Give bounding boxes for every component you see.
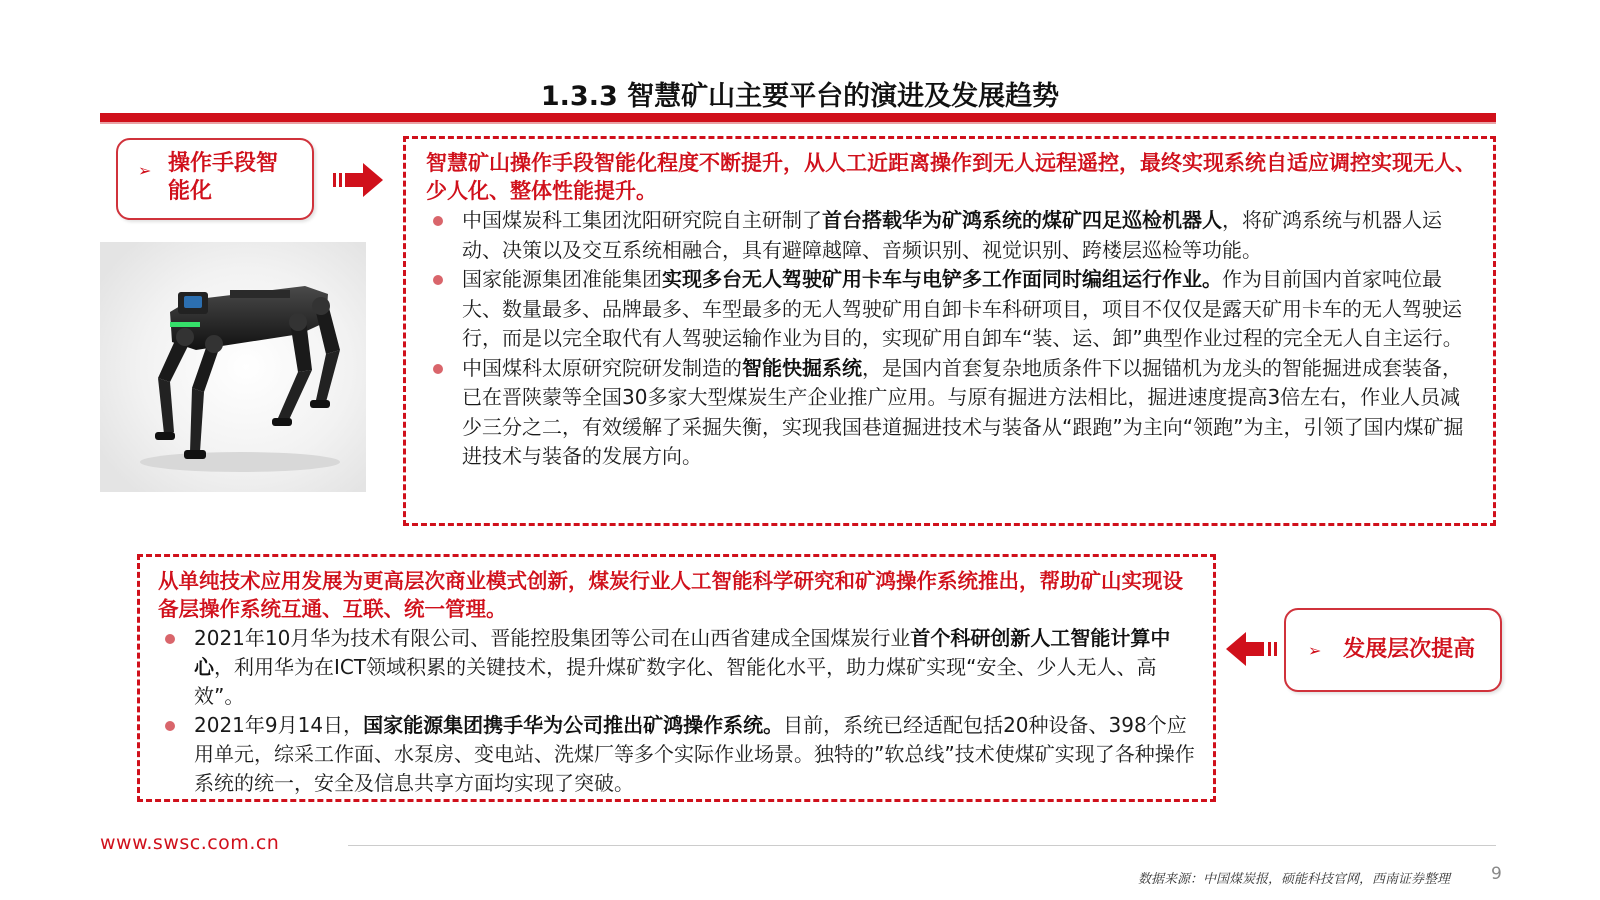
section1-bullets <box>426 206 1477 472</box>
arrow-left-icon <box>1226 632 1278 666</box>
bullet-highlight: 首个科研创新人工智能计算中心 <box>194 626 1171 679</box>
title-underline-shadow <box>100 122 1496 124</box>
website-link[interactable]: www.swsc.com.cn <box>100 832 280 854</box>
footer-divider <box>348 845 1496 846</box>
bullet-text: ，是国内首套复杂地质条件下以掘锚机为龙头的智能掘进成套装备，已在晋陕蒙等全国30多家大型煤炭生产企业推广应用。与原有掘进方法相比，掘进速度提高3倍左右，作业人员减少三分之二，有效缓解了采掘失衡，实现我国巷道掘进技术与装备从“跟跑”为主向“领跑”为主，引领了国内煤矿掘进技术与装备的发展方向。 <box>462 355 1464 468</box>
data-source: 数据来源：中国煤炭报，硕能科技官网，西南证券整理 <box>1137 872 1450 887</box>
chevron-right-icon: ➢ <box>138 161 152 180</box>
bullet-highlight: 实现多台无人驾驶矿用卡车与电铲多工作面同时编组运行作业。 <box>662 267 1222 291</box>
arrow-right-icon <box>333 163 383 197</box>
bullet-item <box>426 265 1477 354</box>
bullet-text: 2021年9月14日， <box>194 713 364 737</box>
chevron-right-icon: ➢ <box>1308 641 1322 660</box>
bullet-highlight: 智能快掘系统 <box>742 355 862 380</box>
tag-label: 操作手段智能化 <box>168 151 279 204</box>
quadruped-robot-image <box>100 242 366 492</box>
bullet-item <box>426 354 1477 472</box>
bullet-highlight: 首台搭载华为矿鸿系统的煤矿四足巡检机器人 <box>822 208 1222 232</box>
bullet-text: 作为目前国内首家吨位最大、数量最多、品牌最多、车型最多的无人驾驶矿用自卸卡车科研项目，项目不仅仅是露天矿用卡车的无人驾驶运行，而是以完全取代有人驾驶运输作业为目的，实现矿用自卸车“装、运、卸”典型作业过程的完全无人自主运行。 <box>462 267 1463 350</box>
bullet-text: 中国煤炭科工集团沈阳研究院自主研制了 <box>462 208 822 232</box>
page-number: 9 <box>1491 864 1502 884</box>
section2-bullets <box>158 624 1197 798</box>
bullet-highlight: 国家能源集团携手华为公司推出矿鸿操作系统。 <box>363 713 784 737</box>
bullet-text: 中国煤科太原研究院研发制造的 <box>462 355 742 380</box>
bullet-text: ，利用华为在ICT领域积累的关键技术，提升煤矿数字化、智能化水平，助力煤矿实现“安全、少人无人、高效”。 <box>194 655 1157 708</box>
section2-lead: 从单纯技术应用发展为更高层次商业模式创新，煤炭行业人工智能科学研究和矿鸿操作系统推出，帮助矿山实现设备层操作系统互通、互联、统一管理。 <box>158 569 1183 621</box>
bullet-text: 目前，系统已经适配包括20种设备、398个应用单元，综采工作面、水泵房、变电站、洗煤厂等多个实际作业场景。独特的”软总线”技术使煤矿实现了各种操作系统的统一，安全及信息共享方面均实现了突破。 <box>194 713 1195 795</box>
bullet-item <box>158 711 1197 798</box>
tag-label: 发展层次提高 <box>1343 637 1476 662</box>
bullet-item <box>158 624 1197 711</box>
bullet-text: ，将矿鸿系统与机器人运动、决策以及交互系统相融合，具有避障越障、音频识别、视觉识别、跨楼层巡检等功能。 <box>462 208 1442 262</box>
section-development-box <box>137 554 1216 802</box>
bullet-text: 2021年10月华为技术有限公司、晋能控股集团等公司在山西省建成全国煤炭行业 <box>194 626 911 650</box>
bullet-item <box>426 206 1477 265</box>
tag-operation-intelligence <box>116 138 314 220</box>
title-underline-bar <box>100 113 1496 122</box>
page-title: 1.3.3 智慧矿山主要平台的演进及发展趋势 <box>540 81 1060 112</box>
bullet-text: 国家能源集团准能集团 <box>462 267 662 291</box>
tag-development-level <box>1284 608 1502 692</box>
section-operation-box <box>403 136 1496 526</box>
section1-lead: 智慧矿山操作手段智能化程度不断提升，从人工近距离操作到无人远程遥控，最终实现系统自适应调控实现无人、少人化、整体性能提升。 <box>426 151 1476 203</box>
